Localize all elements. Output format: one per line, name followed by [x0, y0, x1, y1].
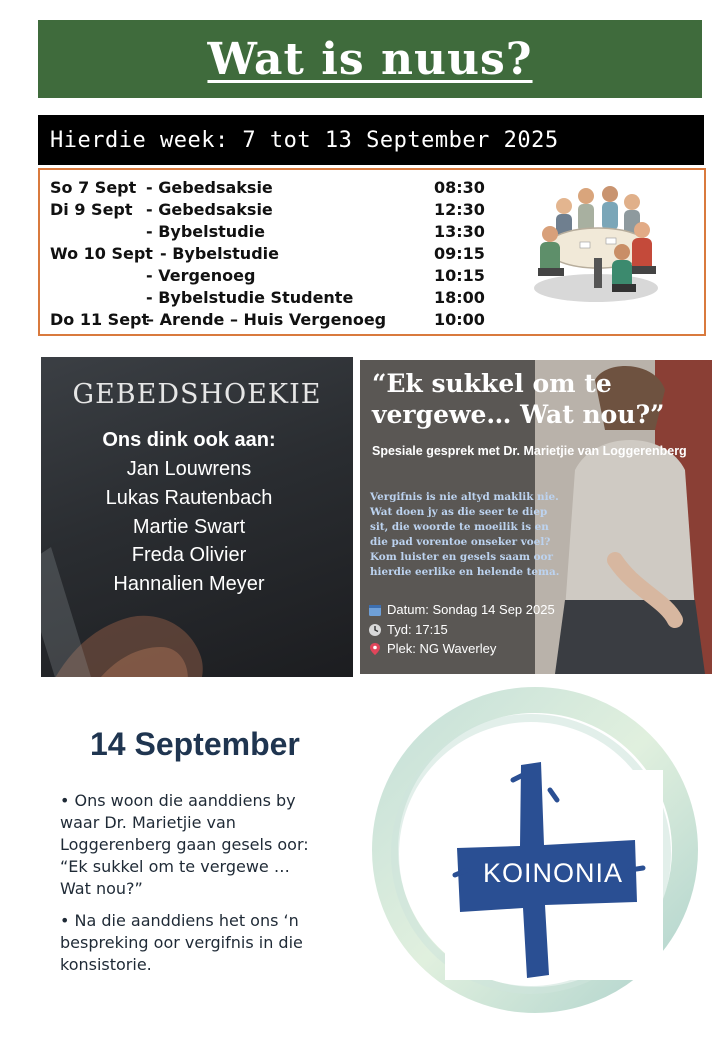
schedule-day: So 7 Sept: [50, 178, 137, 197]
schedule-event: - Bybelstudie: [160, 244, 279, 263]
poster-time: Tyd: 17:15: [368, 622, 448, 637]
schedule-time: 12:30: [434, 200, 485, 219]
schedule-day: Di 9 Sept: [50, 200, 133, 219]
september-bullet: • Na die aanddiens het ons ‘n bespreking oor vergifnis in die konsistorie.: [60, 911, 303, 974]
header-banner: [38, 20, 702, 98]
schedule-event: - Gebedsaksie: [146, 178, 273, 197]
schedule-time: 09:15: [434, 244, 485, 263]
prayer-corner-title: GEBEDSHOEKIE: [72, 379, 322, 410]
schedule-event: - Vergenoeg: [146, 266, 256, 285]
schedule-day: Wo 10 Sept: [50, 244, 153, 263]
poster-subtitle: Spesiale gesprek met Dr. Marietjie van Loggerenberg: [372, 444, 687, 458]
prayer-corner-subtitle: Ons dink ook aan:: [102, 429, 276, 451]
prayer-name: Martie Swart: [132, 516, 246, 538]
page-title: Wat is nuus?: [207, 33, 533, 85]
schedule-time: 13:30: [434, 222, 485, 241]
schedule-time: 08:30: [434, 178, 485, 197]
clock-icon: [368, 623, 382, 637]
poster-date: Datum: Sondag 14 Sep 2025: [368, 602, 555, 617]
schedule-event: – Arende – Huis Vergenoeg: [146, 310, 387, 329]
prayer-name: Hannalien Meyer: [113, 573, 265, 595]
poster-place: Plek: NG Waverley: [368, 641, 496, 656]
september-heading: 14 September: [90, 726, 300, 762]
schedule-time: 10:15: [434, 266, 485, 285]
prayer-corner: [41, 357, 353, 677]
location-pin-icon: [368, 642, 382, 656]
schedule-event: - Bybelstudie Studente: [146, 288, 354, 307]
poster-title: “Ek sukkel om te vergewe… Wat nou?”: [372, 369, 665, 429]
schedule-event: - Gebedsaksie: [146, 200, 273, 219]
event-poster: [360, 360, 712, 674]
meeting-illustration: [528, 176, 664, 316]
prayer-name: Jan Louwrens: [126, 458, 252, 480]
schedule-time: 10:00: [434, 310, 485, 329]
schedule-time: 18:00: [434, 288, 485, 307]
week-bar: [38, 115, 704, 165]
schedule-event: - Bybelstudie: [146, 222, 265, 241]
logo-text: KOINONIA: [482, 858, 624, 888]
poster-body: Vergifnis is nie altyd maklik nie. Wat doen jy as die seer te diep sit, die woorde te moeilik is en die pad vorentoe onseker voel? Kom luister en gesels saam oor hierdie eerlike en helende tema.: [370, 491, 560, 578]
calendar-icon: [368, 603, 382, 617]
prayer-name: Lukas Rautenbach: [105, 487, 273, 509]
schedule-day: Do 11 Sept: [50, 310, 150, 329]
prayer-name: Freda Olivier: [131, 544, 247, 566]
week-label: Hierdie week: 7 tot 13 September 2025: [50, 127, 559, 153]
september-bullet: • Ons woon die aanddiens by waar Dr. Marietjie van Loggerenberg gaan gesels oor: “Ek sukkel om te vergewe … Wat nou?”: [60, 791, 309, 898]
koinonia-logo: [345, 670, 717, 1032]
